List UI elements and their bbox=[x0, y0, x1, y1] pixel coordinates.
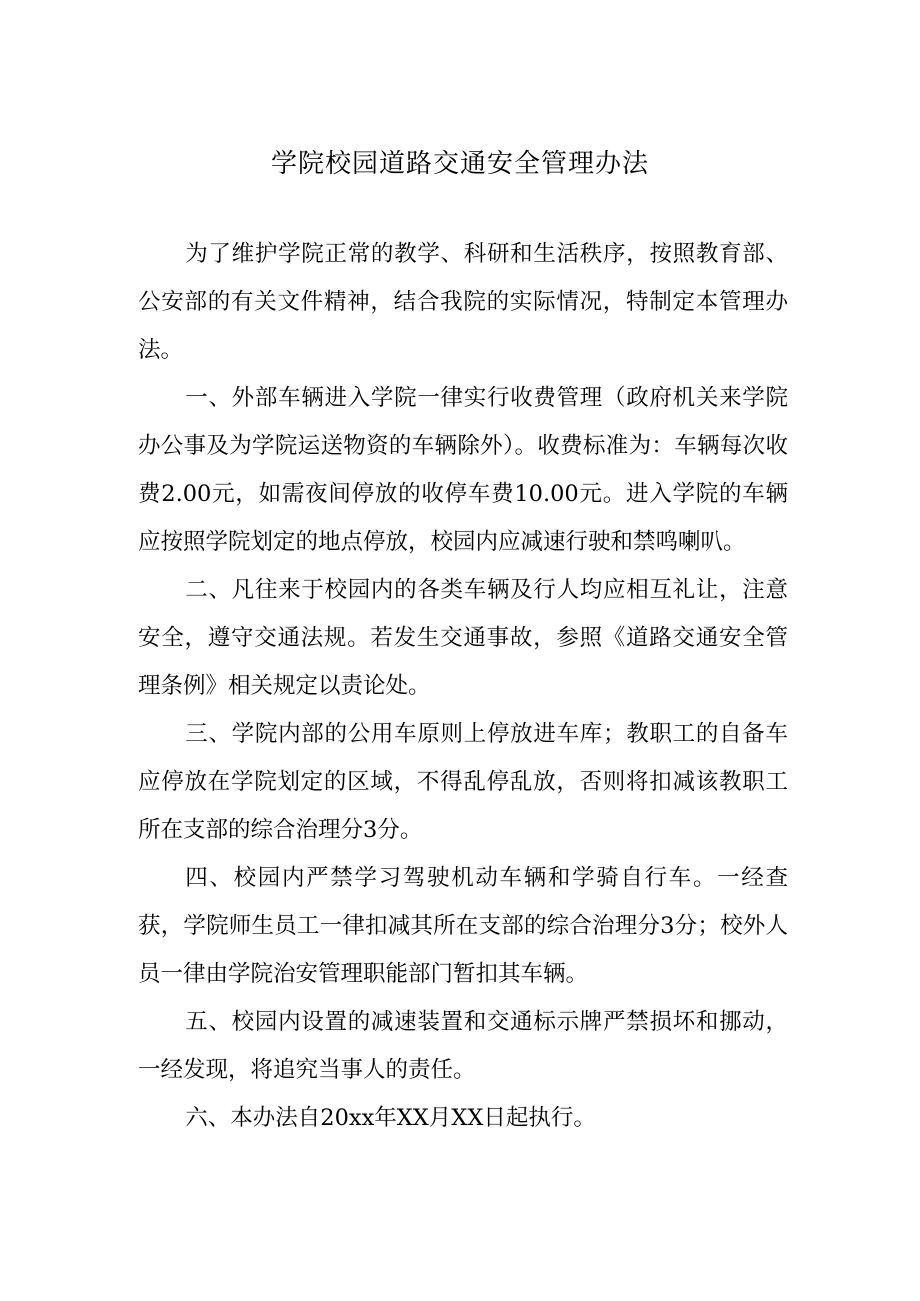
paragraph-article-3: 三、学院内部的公用车原则上停放进车库；教职工的自备车应停放在学院划定的区域，不得乱停乱放，否则将扣减该教职工所在支部的综合治理分3分。 bbox=[138, 721, 788, 843]
document-title: 学院校园道路交通安全管理办法 bbox=[270, 149, 649, 179]
paragraph-article-6: 六、本办法自20xx年XX月XX日起执行。 bbox=[185, 1105, 596, 1131]
paragraph-article-2: 二、凡往来于校园内的各类车辆及行人均应相互礼让，注意安全，遵守交通法规。若发生交通事故，参照《道路交通安全管理条例》相关规定以责论处。 bbox=[138, 577, 788, 699]
document-body bbox=[138, 230, 788, 1142]
paragraph-intro: 为了维护学院正常的教学、科研和生活秩序，按照教育部、公安部的有关文件精神，结合我院的实际情况，特制定本管理办法。 bbox=[138, 241, 788, 363]
paragraph-article-5: 五、校园内设置的减速装置和交通标示牌严禁损坏和挪动，一经发现，将追究当事人的责任。 bbox=[138, 1009, 788, 1083]
paragraph-article-4: 四、校园内严禁学习驾驶机动车辆和学骑自行车。一经查获，学院师生员工一律扣减其所在支部的综合治理分3分；校外人员一律由学院治安管理职能部门暂扣其车辆。 bbox=[138, 865, 788, 987]
paragraph-article-1: 一、外部车辆进入学院一律实行收费管理（政府机关来学院办公事及为学院运送物资的车辆除外）。收费标准为：车辆每次收费2.00元，如需夜间停放的收停车费10.00元。进入学院的车辆应按照学院划定的地点停放，校园内应减速行驶和禁鸣喇叭。 bbox=[138, 385, 788, 555]
